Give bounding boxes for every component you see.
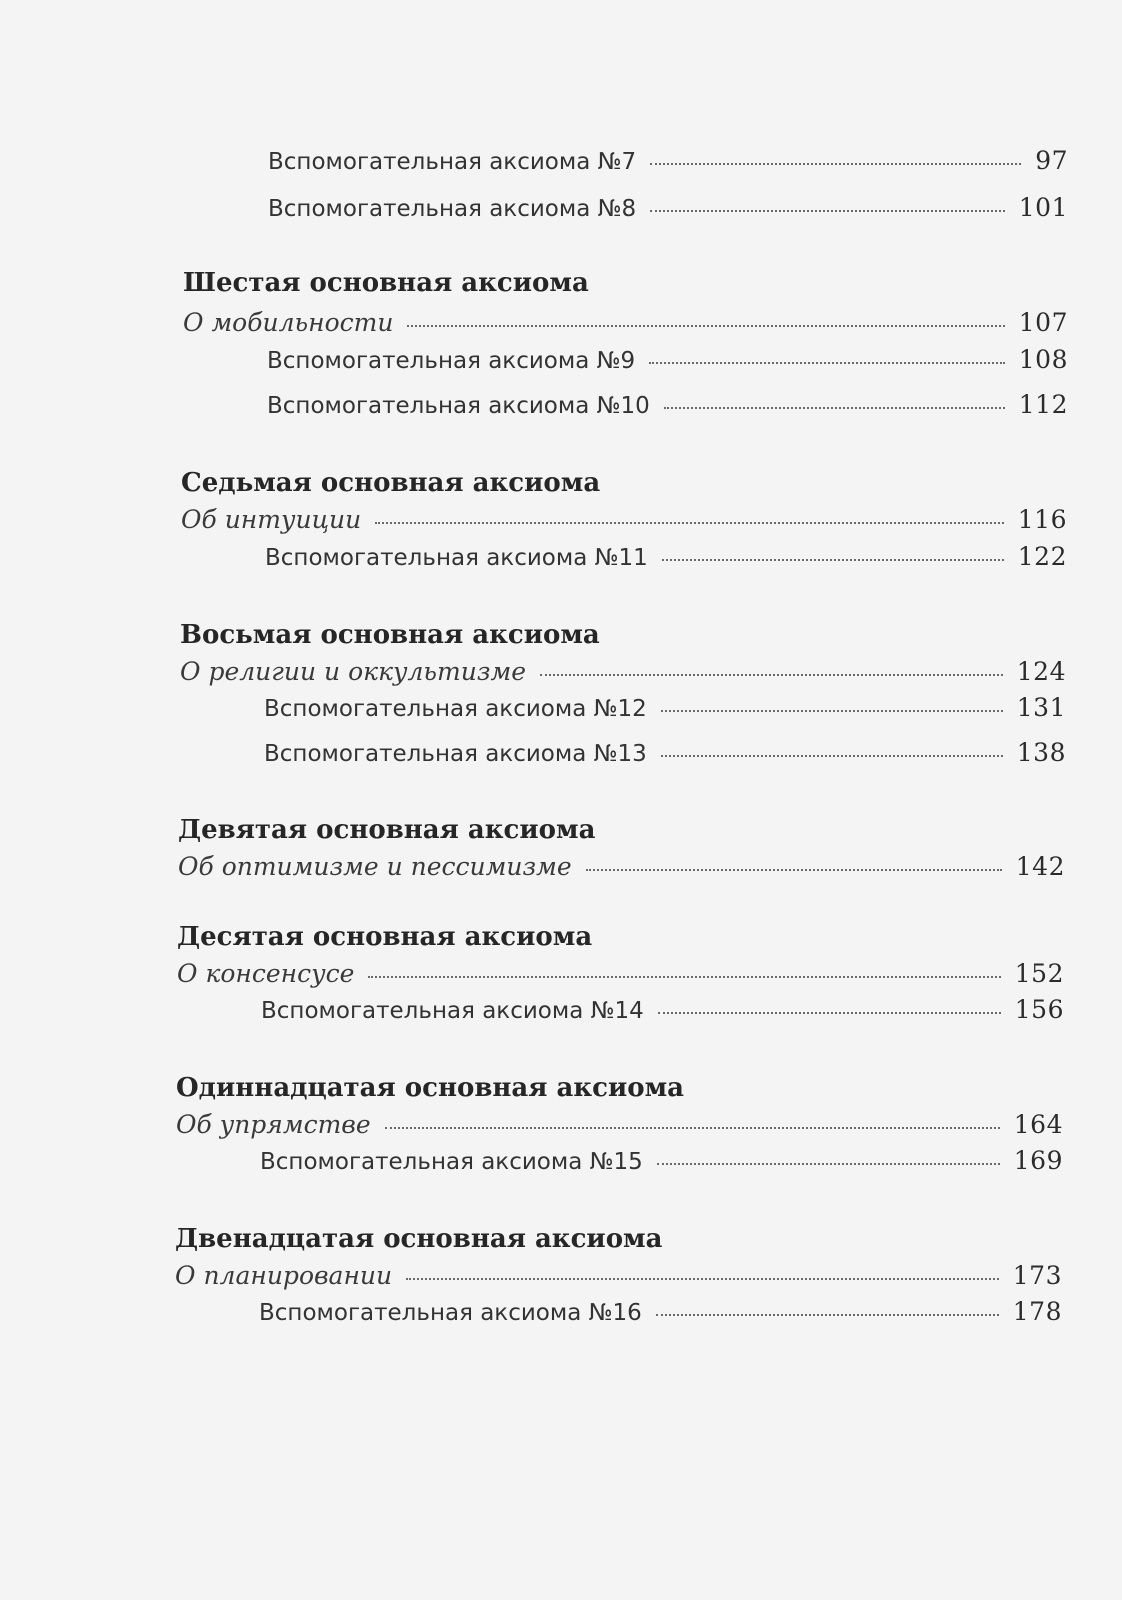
page-number: 101: [1018, 193, 1068, 222]
toc-entry-auxiliary-7[interactable]: [268, 146, 1068, 175]
page-number: 156: [1014, 995, 1064, 1024]
page-number: 112: [1018, 390, 1068, 419]
entry-label: Об интуиции: [181, 505, 362, 534]
dot-leader: [661, 710, 1003, 712]
entry-label: Вспомогательная аксиома №12: [264, 696, 647, 722]
page-number: 142: [1015, 852, 1065, 881]
entry-label: Вспомогательная аксиома №8: [268, 196, 637, 222]
entry-label: Об упрямстве: [176, 1110, 371, 1139]
page-number: 169: [1013, 1146, 1063, 1175]
entry-label: Вспомогательная аксиома №7: [268, 149, 637, 175]
entry-label: Об оптимизме и пессимизме: [178, 852, 572, 881]
page-number: 107: [1018, 308, 1068, 337]
dot-leader: [662, 559, 1004, 561]
toc-entry-auxiliary-12[interactable]: [264, 693, 1066, 722]
toc-entry-auxiliary-15[interactable]: [260, 1146, 1063, 1175]
entry-label: Вспомогательная аксиома №16: [259, 1300, 642, 1326]
page-number: 97: [1035, 146, 1068, 175]
entry-label: Вспомогательная аксиома №9: [267, 348, 636, 374]
toc-entry-topic-8[interactable]: [180, 657, 1066, 686]
entry-label: Вспомогательная аксиома №13: [264, 741, 647, 767]
dot-leader: [540, 674, 1003, 676]
toc-entry-auxiliary-13[interactable]: [264, 738, 1066, 767]
page-number: 131: [1016, 693, 1066, 722]
toc-entry-auxiliary-11[interactable]: [265, 542, 1067, 571]
dot-leader: [650, 163, 1021, 165]
section-heading-9: Девятая основная аксиома: [178, 815, 596, 845]
section-heading-8: Восьмая основная аксиома: [180, 620, 600, 650]
toc-entry-topic-11[interactable]: [176, 1110, 1063, 1139]
dot-leader: [649, 362, 1005, 364]
toc-entry-topic-9[interactable]: [178, 852, 1065, 881]
entry-label: О религии и оккультизме: [180, 657, 526, 686]
toc-entry-topic-6[interactable]: [183, 308, 1068, 337]
entry-label: О консенсусе: [177, 959, 355, 988]
toc-entry-topic-10[interactable]: [177, 959, 1064, 988]
section-heading-6: Шестая основная аксиома: [183, 268, 589, 298]
section-heading-12: Двенадцатая основная аксиома: [175, 1224, 663, 1254]
toc-entry-auxiliary-10[interactable]: [267, 390, 1068, 419]
page-number: 138: [1016, 738, 1066, 767]
toc-entry-topic-12[interactable]: [175, 1261, 1062, 1290]
page-number: 173: [1012, 1261, 1062, 1290]
entry-label: Вспомогательная аксиома №14: [261, 998, 644, 1024]
dot-leader: [407, 325, 1004, 327]
page-number: 152: [1014, 959, 1064, 988]
dot-leader: [657, 1163, 1000, 1165]
dot-leader: [650, 210, 1005, 212]
dot-leader: [406, 1278, 999, 1280]
page-number: 124: [1016, 657, 1066, 686]
page-number: 164: [1013, 1110, 1063, 1139]
dot-leader: [368, 976, 1000, 978]
entry-label: О планировании: [175, 1261, 393, 1290]
section-heading-10: Десятая основная аксиома: [177, 922, 593, 952]
dot-leader: [385, 1127, 1000, 1129]
page-number: 116: [1017, 505, 1067, 534]
section-heading-11: Одиннадцатая основная аксиома: [176, 1073, 685, 1103]
toc-entry-auxiliary-14[interactable]: [261, 995, 1064, 1024]
entry-label: О мобильности: [183, 308, 394, 337]
page-number: 108: [1018, 345, 1068, 374]
dot-leader: [664, 407, 1005, 409]
dot-leader: [661, 755, 1003, 757]
entry-label: Вспомогательная аксиома №11: [265, 545, 648, 571]
toc-entry-topic-7[interactable]: [181, 505, 1067, 534]
toc-entry-auxiliary-16[interactable]: [259, 1297, 1062, 1326]
entry-label: Вспомогательная аксиома №15: [260, 1149, 643, 1175]
dot-leader: [586, 869, 1002, 871]
entry-label: Вспомогательная аксиома №10: [267, 393, 650, 419]
dot-leader: [656, 1314, 999, 1316]
section-heading-7: Седьмая основная аксиома: [181, 468, 601, 498]
toc-entry-auxiliary-8[interactable]: [268, 193, 1068, 222]
dot-leader: [375, 522, 1004, 524]
dot-leader: [658, 1012, 1001, 1014]
page-number: 178: [1012, 1297, 1062, 1326]
toc-entry-auxiliary-9[interactable]: [267, 345, 1068, 374]
page-number: 122: [1017, 542, 1067, 571]
